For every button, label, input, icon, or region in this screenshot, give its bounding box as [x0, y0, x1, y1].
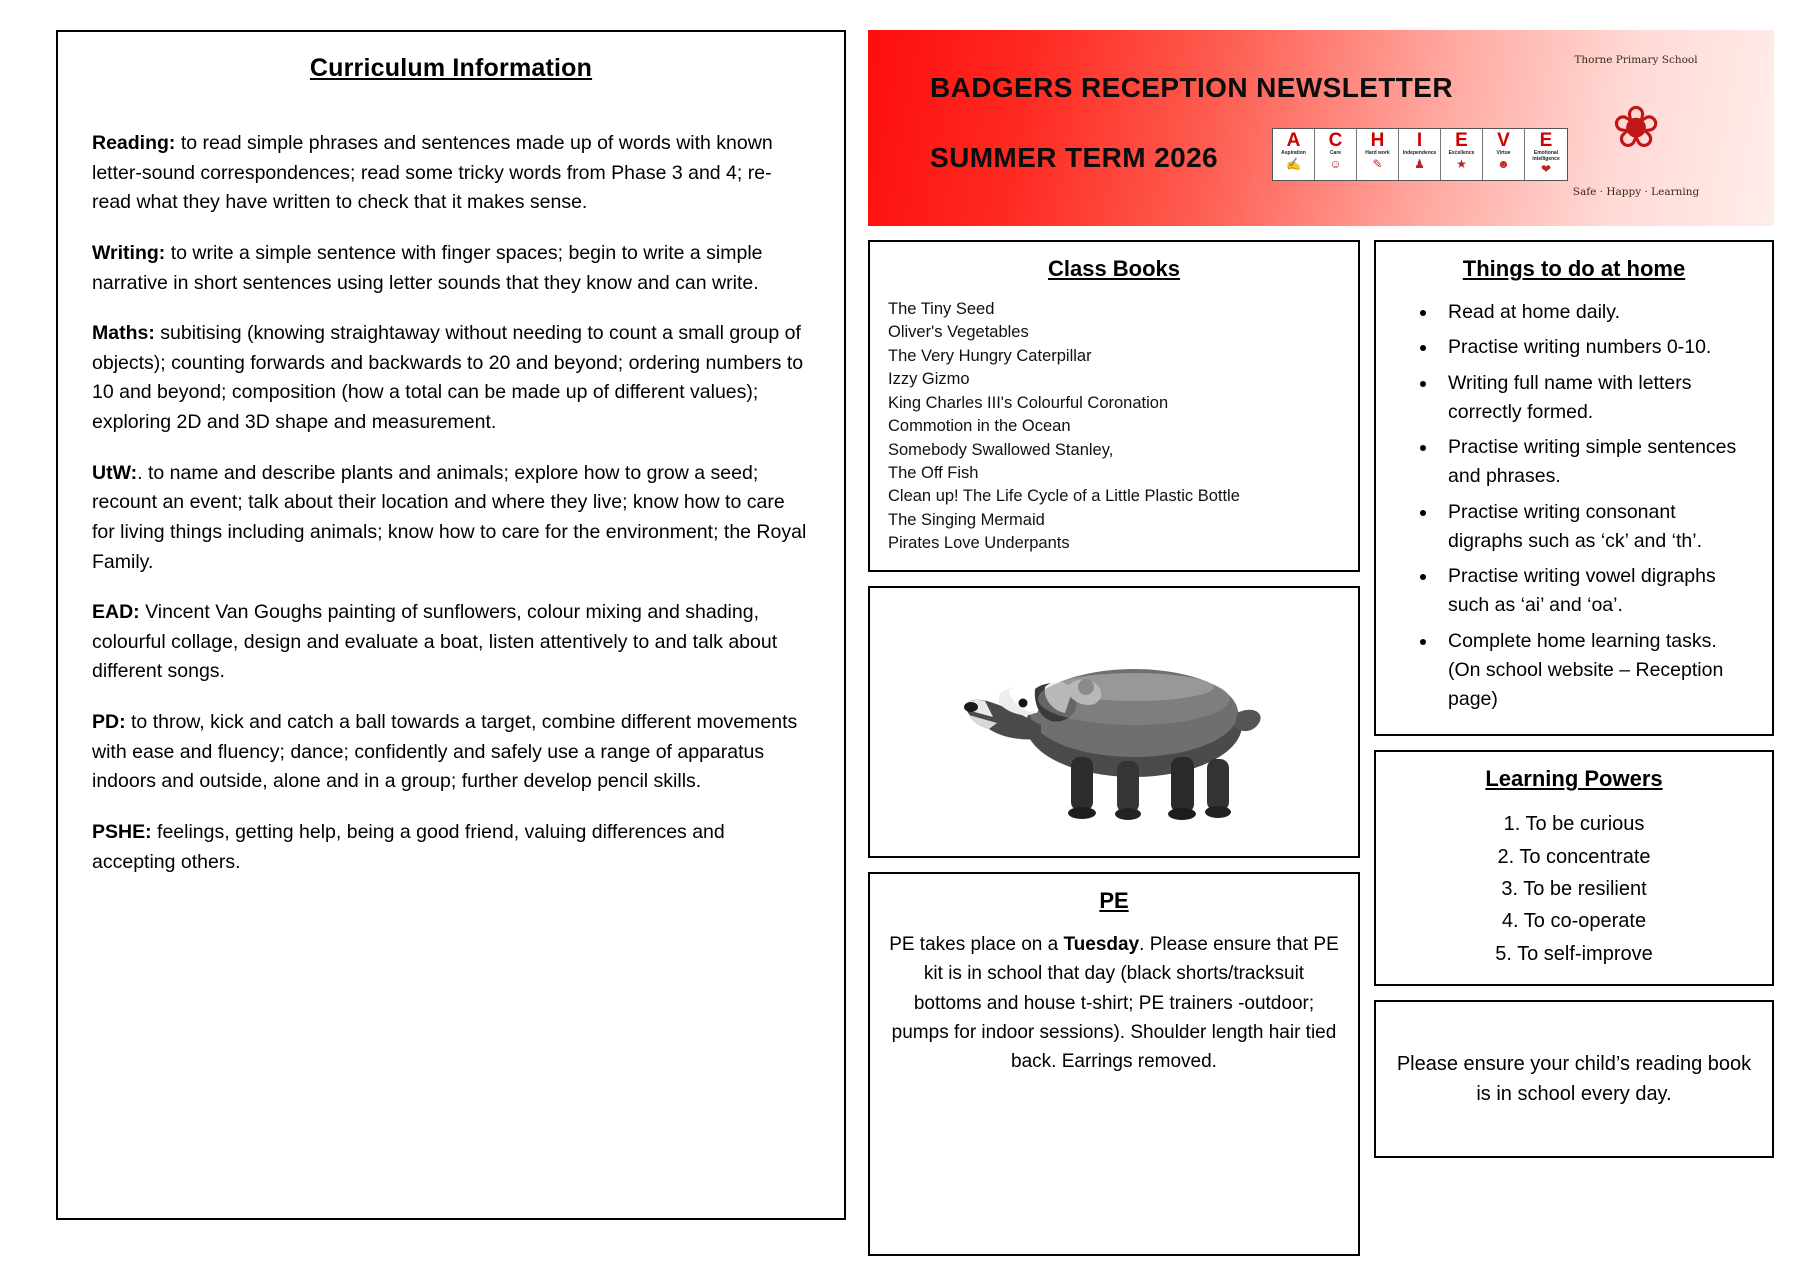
curriculum-section-text: . to name and describe plants and animals; explore how to grow a seed; recount an event; talk about their location and where they live; know how to care for living things including animals; know how to care for the environment; the Royal Family.	[92, 461, 807, 573]
curriculum-section	[92, 818, 810, 877]
curriculum-section-label: UtW:	[92, 461, 138, 484]
achieve-glyph-icon: ♟	[1414, 156, 1425, 171]
list-item: 2. To concentrate	[1497, 845, 1651, 868]
achieve-letter: V	[1497, 130, 1510, 151]
list-item: 5. To self-improve	[1495, 942, 1653, 965]
list-item: The Singing Mermaid	[888, 510, 1045, 529]
list-item: • Practise writing numbers 0-10.	[1438, 333, 1754, 362]
list-item: • Complete home learning tasks. (On school website – Reception page)	[1438, 627, 1754, 715]
curriculum-section	[92, 598, 810, 687]
curriculum-sections	[92, 129, 810, 877]
curriculum-section-label: Reading:	[92, 132, 176, 154]
achieve-cell	[1483, 129, 1525, 180]
banner-subtitle: SUMMER TERM 2026	[930, 142, 1219, 173]
content-row	[868, 240, 1774, 1256]
things-to-do-title: Things to do at home	[1462, 256, 1686, 281]
left-content-stack	[868, 240, 1360, 1256]
page-title: Curriculum Information	[309, 54, 593, 82]
list-item: • Read at home daily.	[1438, 298, 1754, 327]
achieve-cell	[1399, 129, 1441, 180]
curriculum-section	[92, 129, 810, 218]
achieve-letter: I	[1416, 130, 1423, 151]
curriculum-panel	[56, 30, 846, 1220]
pe-details: Please ensure that PE kit is in school that day (black shorts/tracksuit bottoms and house t-shirt; PE trainers -outdoor; pumps for indoor sessions). Shoulder length hair tied back. Earrings removed.	[891, 933, 1339, 1073]
pe-line-post: .	[1139, 933, 1145, 955]
pe-box	[868, 872, 1360, 1256]
achieve-cell	[1441, 129, 1483, 180]
achieve-letter: E	[1455, 130, 1468, 151]
class-books-list	[888, 298, 1340, 556]
list-item: Commotion in the Ocean	[888, 417, 1071, 436]
achieve-letter: H	[1370, 130, 1385, 151]
achieve-values-strip	[1272, 128, 1568, 181]
banner-title: BADGERS RECEPTION NEWSLETTER	[930, 72, 1454, 103]
crest-bottom-text: Safe · Happy · Learning	[1572, 186, 1700, 198]
achieve-glyph-icon: ☻	[1497, 156, 1510, 171]
right-content-stack	[1374, 240, 1774, 1256]
list-item: The Off Fish	[888, 463, 979, 482]
list-item: Somebody Swallowed Stanley,	[888, 440, 1114, 459]
list-item: • Practise writing vowel digraphs such as ‘ai’ and ‘oa’.	[1438, 562, 1754, 621]
achieve-word: Care	[1329, 149, 1342, 156]
list-item: 3. To be resilient	[1501, 878, 1647, 901]
curriculum-section-label: Writing:	[92, 241, 166, 264]
achieve-word: Virtue	[1496, 149, 1511, 156]
curriculum-section-text: to throw, kick and catch a ball towards a target, combine different movements with ease and fluency; dance; confidently and safely use a range of apparatus indoors and outside, alone and in a group; further develop pencil skills.	[92, 711, 798, 793]
pe-body	[888, 930, 1340, 1077]
achieve-cell	[1315, 129, 1357, 180]
class-books-box	[868, 240, 1360, 572]
curriculum-section-label: EAD:	[92, 601, 140, 624]
achieve-glyph-icon: ✍	[1286, 156, 1301, 171]
list-item: Pirates Love Underpants	[888, 534, 1070, 553]
curriculum-section	[92, 708, 810, 797]
list-item: Clean up! The Life Cycle of a Little Plastic Bottle	[888, 487, 1240, 506]
flower-icon: ❀	[1611, 95, 1661, 160]
list-item: King Charles III's Colourful Coronation	[888, 393, 1169, 412]
curriculum-section	[92, 319, 810, 438]
learning-powers-title: Learning Powers	[1485, 766, 1663, 792]
curriculum-section	[92, 239, 810, 298]
things-to-do-box	[1374, 240, 1774, 736]
achieve-letter: E	[1539, 130, 1553, 151]
curriculum-section-label: PSHE:	[92, 820, 152, 843]
pe-line-pre: PE takes place on a	[889, 933, 1064, 955]
reading-book-note: Please ensure your child’s reading book is in school every day.	[1396, 1053, 1752, 1106]
achieve-word: Independence	[1402, 149, 1437, 156]
curriculum-section-text: feelings, getting help, being a good friend, valuing differences and accepting others.	[92, 820, 725, 873]
pe-title: PE	[1099, 887, 1129, 913]
things-to-do-list	[1394, 298, 1754, 714]
right-column	[868, 30, 1774, 1256]
curriculum-section-text: subitising (knowing straightaway without needing to count a small group of objects); counting forwards and backwards to 20 and beyond; ordering numbers to 10 and beyond; composition (how a total can be made up of different values); exploring 2D and 3D shape and measurement.	[92, 322, 804, 433]
list-item: 4. To co-operate	[1501, 910, 1647, 933]
achieve-word: Hard work	[1365, 149, 1390, 156]
pe-day: Tuesday	[1063, 933, 1140, 955]
achieve-letter: A	[1286, 130, 1301, 151]
achieve-word: Excellence	[1448, 149, 1475, 156]
list-item: 1. To be curious	[1503, 813, 1645, 836]
list-item: • Practise writing simple sentences and phrases.	[1438, 433, 1754, 492]
achieve-cell	[1273, 129, 1315, 180]
achieve-word: Aspiration	[1281, 149, 1306, 156]
curriculum-section-text: to read simple phrases and sentences made up of words with known letter-sound correspondences; read some tricky words from Phase 3 and 4; re-read what they have written to check that it makes sense.	[92, 132, 773, 214]
list-item: Izzy Gizmo	[888, 370, 970, 389]
achieve-word: Emotional intelligence	[1532, 149, 1560, 162]
crest-top-text: Thorne Primary School	[1574, 54, 1698, 66]
curriculum-section-label: PD:	[92, 711, 126, 733]
achieve-letter: C	[1328, 130, 1343, 151]
curriculum-section-text: to write a simple sentence with finger spaces; begin to write a simple narrative in short sentences using letter sounds that they know and can write.	[92, 241, 763, 294]
list-item: Oliver's Vegetables	[888, 323, 1029, 342]
class-books-title: Class Books	[1047, 256, 1181, 281]
school-crest-logo	[1556, 48, 1716, 208]
reading-book-note-box	[1374, 1000, 1774, 1158]
curriculum-section-label: Maths:	[92, 322, 155, 345]
achieve-cell	[1357, 129, 1399, 180]
list-item: • Practise writing consonant digraphs such as ‘ck’ and ‘th’.	[1438, 498, 1754, 557]
list-item: The Tiny Seed	[888, 300, 995, 318]
badger-image-box	[868, 586, 1360, 858]
learning-powers-list	[1394, 808, 1754, 970]
curriculum-section	[92, 459, 810, 578]
newsletter-banner	[868, 30, 1774, 226]
badger-illustration-icon	[949, 617, 1279, 827]
list-item: The Very Hungry Caterpillar	[888, 346, 1092, 365]
achieve-glyph-icon: ✎	[1372, 156, 1383, 171]
learning-powers-box	[1374, 750, 1774, 986]
list-item: • Writing full name with letters correctly formed.	[1438, 369, 1754, 428]
curriculum-section-text: Vincent Van Goughs painting of sunflowers, colour mixing and shading, colourful collage, design and evaluate a boat, listen attentively to and talk about different songs.	[92, 601, 778, 683]
achieve-glyph-icon: ☺	[1329, 156, 1342, 171]
achieve-glyph-icon: ★	[1456, 156, 1467, 171]
achieve-glyph-icon: ❤	[1540, 162, 1552, 177]
